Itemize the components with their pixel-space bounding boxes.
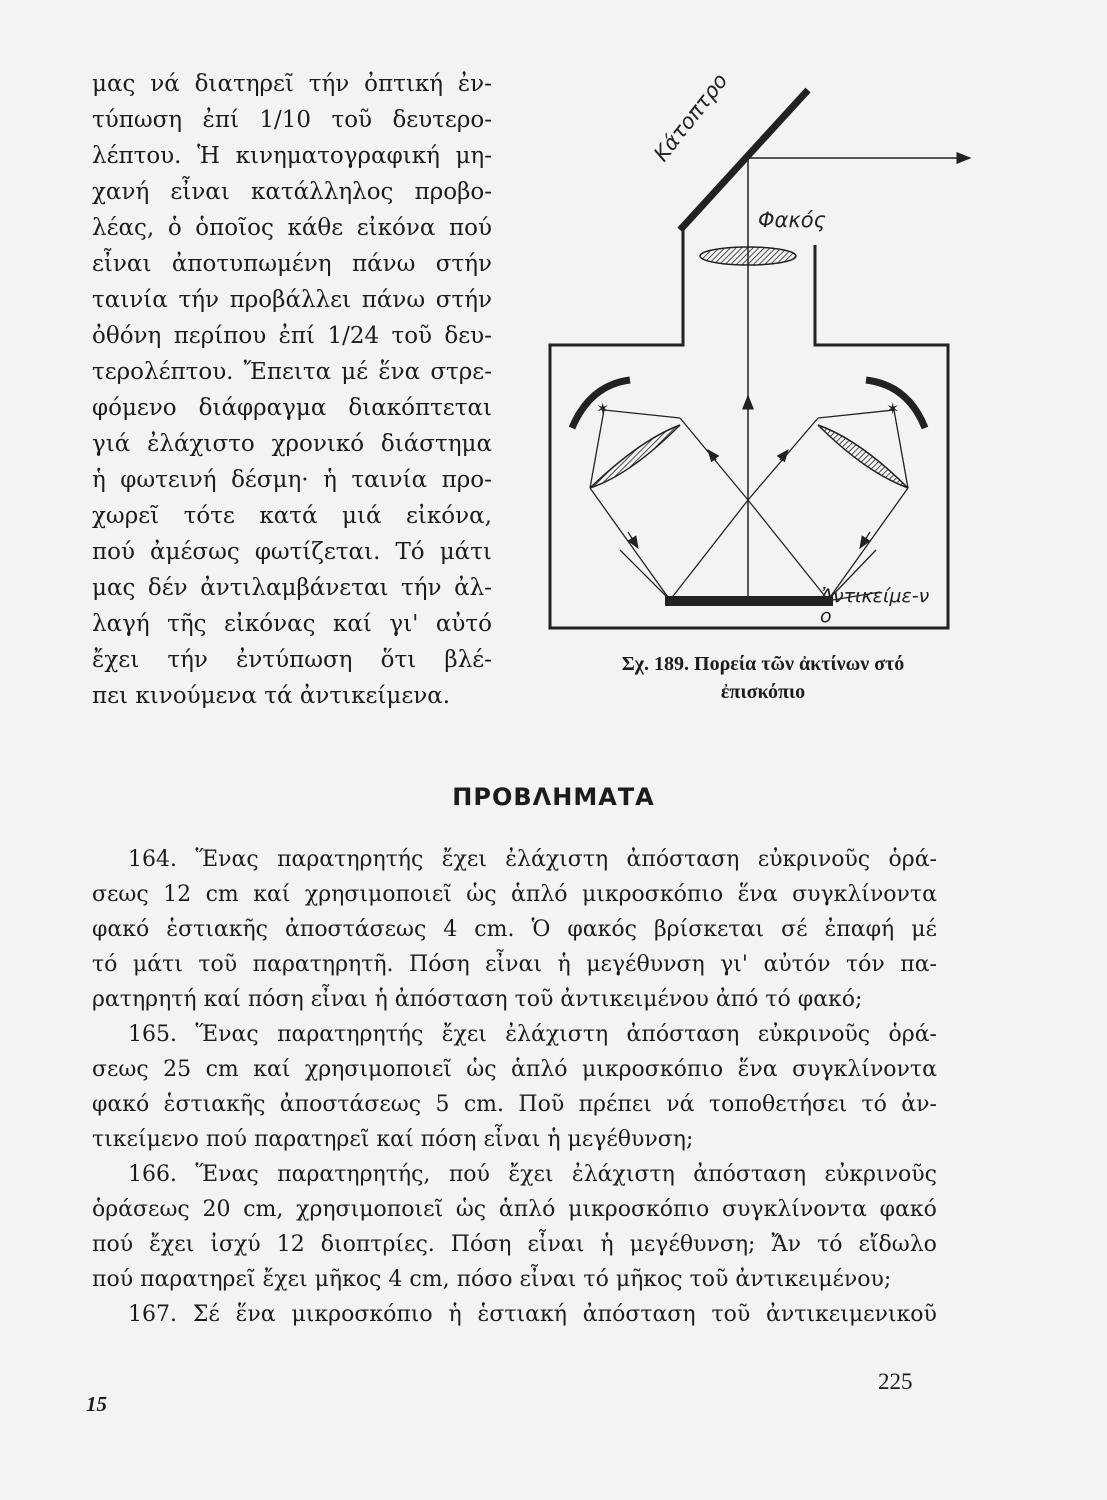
word: ἀπόσταση bbox=[626, 847, 740, 872]
word: φακό bbox=[92, 1092, 150, 1117]
word: Πόση bbox=[450, 1232, 512, 1257]
illumination-rays bbox=[590, 410, 908, 600]
text-line: πού παρατηρεῖ ἔχει μῆκος 4 cm, πόσο εἶναι τό μῆκος τοῦ ἀντικειμένου; bbox=[92, 1267, 892, 1292]
word: ὀθόνη bbox=[92, 323, 162, 349]
word: Ἔπειτα bbox=[243, 359, 332, 385]
word: διάφραγμα bbox=[198, 395, 327, 421]
word: καί bbox=[253, 882, 291, 907]
word: ἕνα bbox=[235, 1302, 276, 1327]
word: 25 bbox=[163, 1057, 192, 1082]
word: χρησιμοποιεῖ bbox=[304, 882, 452, 907]
word: καί bbox=[332, 611, 372, 637]
word: ἔχει bbox=[441, 1022, 487, 1047]
text-line: ρατηρητή καί πόση εἶναι ἡ ἀπόσταση τοῦ ἀντικειμένου ἀπό τό φακό; bbox=[92, 987, 863, 1012]
word: cm bbox=[205, 882, 239, 907]
word: χρησιμοποιεῖ bbox=[304, 1057, 452, 1082]
word: σέ bbox=[781, 917, 808, 942]
word: ἡ bbox=[600, 1232, 614, 1257]
housing-outline bbox=[550, 230, 948, 628]
text-line bbox=[92, 947, 937, 982]
word: φωτίζεται. bbox=[254, 539, 381, 565]
word: πού bbox=[448, 1162, 490, 1187]
text-line bbox=[92, 1017, 937, 1052]
episcope-diagram bbox=[530, 68, 980, 640]
word: τοῦ bbox=[711, 1302, 751, 1327]
text-line bbox=[92, 354, 492, 390]
word: ἡ bbox=[557, 952, 571, 977]
word: δευτερο- bbox=[392, 107, 492, 133]
lens-label: Φακός bbox=[758, 208, 826, 232]
word: ἐπαφή bbox=[824, 917, 895, 942]
text-line bbox=[92, 606, 492, 642]
left-text-column bbox=[92, 66, 492, 714]
text-line bbox=[92, 66, 492, 102]
word: παρατηρητής bbox=[277, 847, 424, 872]
word: ἀπόσταση bbox=[626, 1022, 740, 1047]
word: ἀν- bbox=[901, 1092, 937, 1117]
word: ἐντύπωση bbox=[236, 647, 353, 673]
word: καί bbox=[253, 1057, 291, 1082]
word: ἀντικειμενικοῦ bbox=[766, 1302, 937, 1327]
signature-mark: 15 bbox=[86, 1392, 107, 1416]
word: ἐπί bbox=[202, 107, 239, 133]
word: φόμενο bbox=[92, 395, 177, 421]
word: ἑστιακῆς bbox=[166, 917, 268, 942]
word: τήν bbox=[167, 647, 208, 673]
word: μεγέθυνση; bbox=[629, 1232, 756, 1257]
word: ἰσχύ bbox=[210, 1232, 261, 1257]
word: προβάλλει bbox=[229, 287, 352, 313]
word: πάνω bbox=[361, 287, 426, 313]
word: εἶναι bbox=[92, 251, 152, 277]
word: ὡς bbox=[455, 1197, 487, 1222]
page-number: 225 bbox=[878, 1369, 913, 1394]
word: εἰκόνα, bbox=[405, 503, 492, 529]
word: ἐλάχιστη bbox=[571, 1162, 675, 1187]
word: συγκλίνοντα bbox=[792, 882, 937, 907]
word: τήν bbox=[308, 71, 350, 97]
word: ὡς bbox=[466, 882, 497, 907]
word: ἔχει bbox=[508, 1162, 554, 1187]
word: παρατηρητῆ. bbox=[252, 952, 394, 977]
word: εἰκόνας bbox=[223, 611, 316, 637]
problem-165 bbox=[92, 1017, 937, 1157]
word: cm. bbox=[474, 917, 515, 942]
word: ἐλάχιστη bbox=[505, 847, 609, 872]
word: ταινία bbox=[92, 287, 168, 313]
word: πού bbox=[92, 539, 135, 565]
text-line bbox=[92, 174, 492, 210]
word: αὐτόν bbox=[763, 952, 831, 977]
word: ἡ bbox=[448, 1302, 462, 1327]
word: ἀποτυπωμένη bbox=[171, 251, 332, 277]
text-line bbox=[92, 318, 492, 354]
word: παρατηρητής, bbox=[277, 1162, 431, 1187]
word: τοῦ bbox=[391, 323, 433, 349]
lamp-right: ✶ bbox=[886, 399, 900, 418]
word: 164. bbox=[128, 847, 177, 872]
word: διάστημα bbox=[380, 431, 492, 457]
word: 5 bbox=[435, 1092, 450, 1117]
word: cm. bbox=[463, 1092, 505, 1117]
word: προ- bbox=[441, 467, 492, 493]
word: κατάλληλος bbox=[251, 179, 394, 205]
word: Σέ bbox=[192, 1302, 220, 1327]
word: μικροσκόπιο bbox=[581, 882, 724, 907]
text-line bbox=[92, 912, 937, 947]
word: cm bbox=[205, 1057, 239, 1082]
word: ἐπί bbox=[278, 323, 316, 349]
word: γι' bbox=[389, 611, 419, 637]
word: τοποθετήσει bbox=[708, 1092, 848, 1117]
word: ἁπλό bbox=[511, 882, 568, 907]
word: εὐκρινοῦς bbox=[824, 1162, 937, 1187]
word: ἑστιακή bbox=[477, 1302, 567, 1327]
word: τήν bbox=[178, 287, 219, 313]
word: ἐλάχιστο bbox=[147, 431, 255, 457]
word: ἀμέσως bbox=[150, 539, 240, 565]
word: Πόση bbox=[409, 952, 470, 977]
word: πού bbox=[449, 215, 492, 241]
word: στήν bbox=[435, 287, 492, 313]
word: ταινία bbox=[351, 467, 428, 493]
word: βλέ- bbox=[444, 647, 492, 673]
word: χανή bbox=[92, 179, 150, 205]
text-line bbox=[92, 534, 492, 570]
word: νά bbox=[150, 71, 180, 97]
word: ἀντιλαμβάνεται bbox=[200, 575, 389, 601]
word: Ἕνας bbox=[195, 1162, 259, 1187]
word: 1/24 bbox=[327, 323, 380, 349]
word: ἁπλό bbox=[511, 1057, 568, 1082]
word: ὁρά- bbox=[888, 1022, 937, 1047]
text-line bbox=[92, 462, 492, 498]
text-line bbox=[92, 390, 492, 426]
word: συγκλίνοντα bbox=[722, 1197, 867, 1222]
word: κάθε bbox=[287, 215, 344, 241]
word: διατηρεῖ bbox=[194, 71, 294, 97]
word: φακό bbox=[92, 917, 150, 942]
word: ἕνα bbox=[737, 882, 778, 907]
word: γι' bbox=[720, 952, 748, 977]
word: Ποῦ bbox=[518, 1092, 565, 1117]
word: τερολέπτου. bbox=[92, 359, 234, 385]
word: εἶναι bbox=[485, 952, 543, 977]
object-label: Ἀντικείμε-νο bbox=[820, 585, 930, 627]
lamp-left: ✶ bbox=[596, 399, 610, 418]
word: εὐκρινοῦς bbox=[757, 1022, 871, 1047]
word: εἰκόνα bbox=[356, 215, 436, 241]
word: ἔχει bbox=[441, 847, 487, 872]
text-line bbox=[92, 426, 492, 462]
word: μικροσκόπιο bbox=[291, 1302, 433, 1327]
word: φακός bbox=[567, 917, 637, 942]
word: ἔχει bbox=[92, 647, 140, 673]
word: λέπτου. bbox=[92, 143, 182, 169]
text-line bbox=[92, 246, 492, 282]
word: μας bbox=[92, 575, 136, 601]
word: πού bbox=[92, 1232, 134, 1257]
word: ἡ bbox=[323, 467, 337, 493]
word: ἕνα bbox=[378, 359, 421, 385]
word: 165. bbox=[128, 1022, 177, 1047]
word: νά bbox=[666, 1092, 695, 1117]
word: τό bbox=[861, 1092, 887, 1117]
object-platform bbox=[665, 596, 833, 606]
word: χρονικό bbox=[271, 431, 365, 457]
word: δέσμη· bbox=[231, 467, 309, 493]
text-line bbox=[92, 1157, 937, 1192]
text-line bbox=[92, 1297, 937, 1332]
text-line bbox=[92, 282, 492, 318]
word: ἀποστάσεως bbox=[279, 1092, 422, 1117]
word: ἀπόσταση bbox=[582, 1302, 696, 1327]
word: τήν bbox=[401, 575, 442, 601]
episcope-diagram-svg bbox=[530, 80, 980, 640]
word: αὐτό bbox=[435, 611, 492, 637]
text-line bbox=[92, 1192, 937, 1227]
word: ἀποστάσεως bbox=[285, 917, 427, 942]
word: ἡ bbox=[92, 467, 106, 493]
word: τό bbox=[92, 952, 118, 977]
word: ὁρά- bbox=[888, 847, 937, 872]
word: σεως bbox=[92, 1057, 149, 1082]
word: ὡς bbox=[466, 1057, 497, 1082]
word: 1/10 bbox=[259, 107, 312, 133]
word: παρατηρητής bbox=[277, 1022, 424, 1047]
word: 12 bbox=[163, 882, 192, 907]
word: πρέπει bbox=[578, 1092, 652, 1117]
text-line bbox=[92, 1052, 937, 1087]
mirror-label: Κάτοπτρο bbox=[649, 68, 733, 166]
word: πα- bbox=[900, 952, 937, 977]
word: μη- bbox=[455, 143, 492, 169]
word: βρίσκεται bbox=[653, 917, 765, 942]
word: ἁπλό bbox=[498, 1197, 556, 1222]
text-line: πει κινούμενα τά ἀντικείμενα. bbox=[92, 683, 451, 709]
word: συγκλίνοντα bbox=[792, 1057, 937, 1082]
word: ἑστιακῆς bbox=[163, 1092, 266, 1117]
word: κατά bbox=[259, 503, 318, 529]
word: τῆς bbox=[167, 611, 207, 637]
word: μεγέθυνση bbox=[586, 952, 705, 977]
word: 4 bbox=[443, 917, 458, 942]
problem-164 bbox=[92, 842, 937, 1017]
text-line bbox=[92, 1087, 937, 1122]
word: σεως bbox=[92, 882, 149, 907]
word: ἕνα bbox=[737, 1057, 778, 1082]
text-line bbox=[92, 102, 492, 138]
text-line bbox=[92, 1227, 937, 1262]
projection-lens bbox=[700, 247, 796, 265]
word: Ἡ bbox=[197, 143, 220, 169]
word: τότε bbox=[183, 503, 235, 529]
word: τοῦ bbox=[331, 107, 373, 133]
word: φακό bbox=[879, 1197, 937, 1222]
word: δέν bbox=[147, 575, 188, 601]
word: χωρεῖ bbox=[92, 503, 160, 529]
word: διακόπτεται bbox=[348, 395, 492, 421]
word: ἐν- bbox=[457, 71, 492, 97]
text-line bbox=[92, 570, 492, 606]
word: προβο- bbox=[414, 179, 492, 205]
word: δευ- bbox=[444, 323, 492, 349]
text-line bbox=[92, 642, 492, 678]
word: κινηματογραφική bbox=[235, 143, 440, 169]
word: τόν bbox=[845, 952, 885, 977]
word: Ὁ bbox=[531, 917, 551, 942]
text-line bbox=[92, 138, 492, 174]
text-line bbox=[92, 842, 937, 877]
problem-167 bbox=[92, 1297, 937, 1332]
word: πάνω bbox=[351, 251, 416, 277]
text-line bbox=[92, 210, 492, 246]
word: τύπωση bbox=[92, 107, 183, 133]
text-line bbox=[92, 877, 937, 912]
word: 166. bbox=[128, 1162, 177, 1187]
word: Τό bbox=[395, 539, 425, 565]
word: μας bbox=[92, 71, 136, 97]
word: μέ bbox=[341, 359, 369, 385]
word: εἴδωλο bbox=[858, 1232, 937, 1257]
word: στρε- bbox=[430, 359, 492, 385]
section-heading: ΠΡΟΒΛΗΜΑΤΑ bbox=[452, 783, 655, 811]
word: ἔχει bbox=[149, 1232, 195, 1257]
word: μικροσκόπιο bbox=[568, 1197, 710, 1222]
word: 20 bbox=[202, 1197, 231, 1222]
problems-list bbox=[92, 842, 937, 1332]
condenser-lens-left bbox=[590, 425, 680, 488]
word: μέ bbox=[911, 917, 937, 942]
condenser-lens-right bbox=[818, 425, 908, 488]
word: διοπτρίες. bbox=[320, 1232, 435, 1257]
word: ὁ bbox=[167, 215, 182, 241]
word: φωτεινή bbox=[120, 467, 217, 493]
word: περίπου bbox=[173, 323, 267, 349]
word: μάτι bbox=[439, 539, 492, 565]
word: 12 bbox=[276, 1232, 305, 1257]
word: 167. bbox=[128, 1302, 177, 1327]
word: cm, bbox=[243, 1197, 284, 1222]
word: εὐκρινοῦς bbox=[757, 847, 871, 872]
word: ὁράσεως bbox=[92, 1197, 190, 1222]
word: γιά bbox=[92, 431, 131, 457]
word: λέας, bbox=[92, 215, 155, 241]
word: μικροσκόπιο bbox=[581, 1057, 724, 1082]
word: Ἕνας bbox=[195, 1022, 259, 1047]
word: ὅτι bbox=[380, 647, 417, 673]
word: ἐλάχιστη bbox=[505, 1022, 609, 1047]
word: τοῦ bbox=[198, 952, 238, 977]
text-line bbox=[92, 498, 492, 534]
word: Ἕνας bbox=[195, 847, 259, 872]
word: στήν bbox=[435, 251, 492, 277]
word: ἀπόσταση bbox=[693, 1162, 807, 1187]
word: εἶναι bbox=[527, 1232, 585, 1257]
word: λαγή bbox=[92, 611, 150, 637]
problem-166 bbox=[92, 1157, 937, 1297]
word: χρησιμοποιεῖ bbox=[296, 1197, 444, 1222]
word: Ἄν bbox=[771, 1232, 802, 1257]
word: μάτι bbox=[132, 952, 183, 977]
word: ὀπτική bbox=[364, 71, 443, 97]
word: εἶναι bbox=[170, 179, 230, 205]
word: τό bbox=[817, 1232, 843, 1257]
text-line: τικείμενο πού παρατηρεῖ καί πόση εἶναι ἡ μεγέθυνση; bbox=[92, 1127, 694, 1152]
word: μιά bbox=[342, 503, 382, 529]
word: ὁποῖος bbox=[195, 215, 274, 241]
word: ἀλ- bbox=[454, 575, 492, 601]
figure-caption: Σχ. 189. Πορεία τῶν ἀκτίνων στό ἐπισκόπιο bbox=[621, 653, 905, 703]
